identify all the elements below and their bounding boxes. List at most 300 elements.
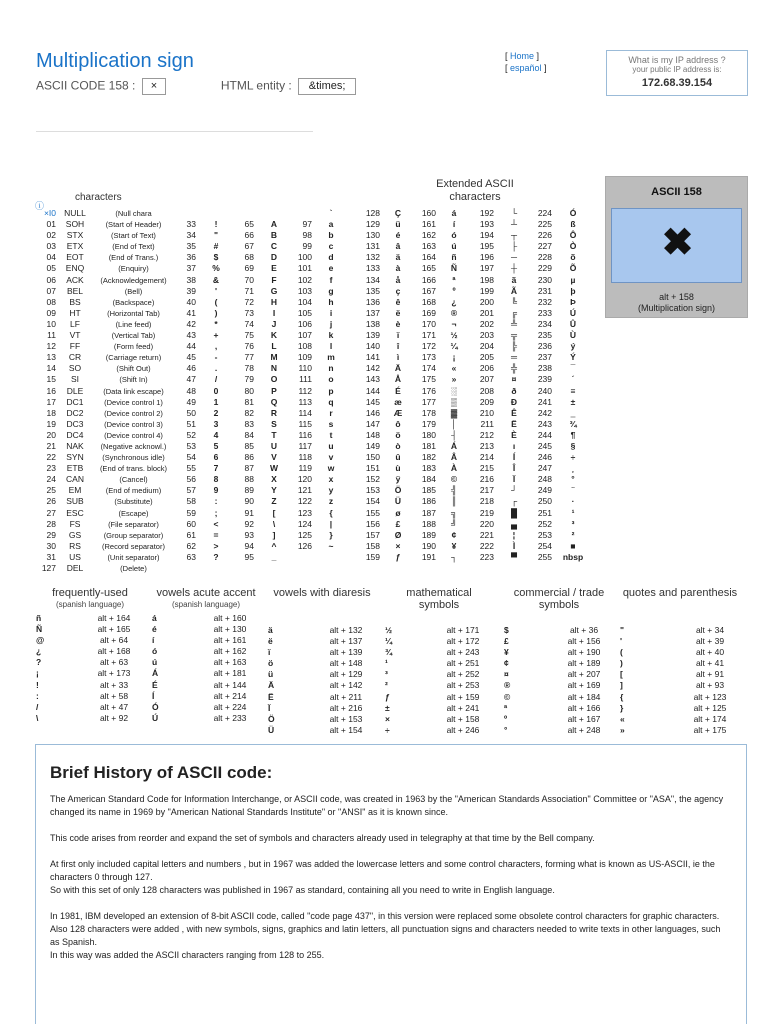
char-cell: § — [570, 440, 576, 451]
dec-cell: 121 — [297, 485, 312, 496]
dec-cell: 150 — [365, 452, 380, 463]
char-cell: ^ — [271, 540, 277, 551]
abbr-cell: SOH — [65, 219, 85, 230]
category-alt: alt + 164 — [97, 613, 131, 623]
char-cell: ┘ — [510, 485, 518, 496]
category-char: º — [504, 713, 508, 724]
dec-cell: 98 — [302, 230, 312, 241]
category-row — [504, 625, 614, 636]
dec-cell: 191 — [421, 551, 436, 562]
dec-cell: 233 — [537, 307, 552, 318]
page-title: Multiplication sign — [36, 50, 194, 72]
dec-cell: 189 — [421, 529, 436, 540]
category-char: ¡ — [36, 668, 39, 679]
dec-cell: 88 — [244, 474, 254, 485]
dec-cell: 255 — [537, 551, 552, 562]
dec-cell: 239 — [537, 374, 552, 385]
char-cell: Â — [450, 452, 458, 463]
category-char: ¢ — [504, 658, 509, 669]
category-alt: alt + 129 — [329, 669, 363, 680]
char-cell: │ — [451, 418, 457, 429]
dec-cell: 231 — [537, 285, 552, 296]
spanish-link[interactable]: español — [510, 63, 542, 73]
category-alt: alt + 148 — [329, 658, 363, 669]
dec-cell: 14 — [46, 363, 56, 374]
table-row — [360, 363, 590, 374]
char-cell: ] — [272, 529, 276, 540]
char-cell: m — [327, 352, 335, 363]
category-char: ï — [268, 647, 271, 658]
char-cell: ü — [395, 219, 401, 230]
dec-cell: 57 — [186, 485, 196, 496]
char-cell: ó — [451, 230, 457, 241]
dec-cell: 11 — [47, 330, 56, 341]
table-row — [360, 219, 590, 230]
dec-cell: 222 — [479, 540, 494, 551]
table-row — [360, 485, 590, 496]
char-cell: 2 — [213, 407, 219, 418]
char-cell: ¡ — [452, 352, 456, 363]
dec-cell: 22 — [46, 452, 56, 463]
dec-cell: 73 — [244, 307, 254, 318]
char-cell: ¸ — [571, 463, 575, 474]
char-cell: / — [214, 374, 218, 385]
dec-cell: 206 — [479, 363, 494, 374]
dec-cell: 176 — [421, 385, 436, 396]
char-cell: ¾ — [569, 418, 577, 429]
dec-cell: 130 — [365, 230, 380, 241]
char-cell: ┐ — [450, 551, 458, 562]
desc-cell: (Horizontal Tab) — [107, 308, 160, 318]
char-cell: ‗ — [570, 407, 576, 418]
dec-cell: 247 — [537, 463, 552, 474]
dec-cell: 36 — [186, 252, 196, 263]
dec-cell: 184 — [421, 474, 436, 485]
desc-cell: (Vertical Tab) — [111, 331, 156, 341]
char-cell: Y — [271, 485, 277, 496]
table-row — [36, 374, 176, 385]
code-line — [36, 78, 356, 95]
char-cell: l — [329, 341, 333, 352]
char-cell: Ð — [510, 396, 518, 407]
category-alt: alt + 144 — [213, 679, 247, 690]
dec-cell: 186 — [421, 496, 436, 507]
table-row — [36, 341, 176, 352]
dec-cell: 97 — [302, 219, 312, 230]
dec-cell: 179 — [421, 418, 436, 429]
abbr-cell: EM — [68, 485, 82, 496]
category-char: ÷ — [385, 724, 390, 735]
category-alt: alt + 211 — [329, 691, 363, 702]
dec-cell: 243 — [537, 418, 552, 429]
category-row — [504, 714, 614, 725]
html-entity-box[interactable]: &times; — [298, 78, 356, 95]
category-row — [385, 725, 493, 736]
table-row — [36, 230, 176, 241]
dec-cell: 173 — [421, 352, 436, 363]
category-char: ² — [385, 680, 388, 691]
abbr-cell: BEL — [66, 285, 84, 296]
char-cell: H — [270, 296, 278, 307]
char-cell: 0 — [213, 385, 219, 396]
char-cell: j — [329, 318, 333, 329]
dec-cell: 135 — [365, 285, 380, 296]
dec-cell: 114 — [298, 407, 312, 418]
char-cell: $ — [213, 252, 219, 263]
char-cell: v — [328, 452, 334, 463]
category-alt: alt + 161 — [213, 635, 247, 646]
table-row — [176, 463, 356, 474]
category-row — [620, 714, 740, 725]
desc-cell: (Line feed) — [115, 319, 152, 329]
category-alt: alt + 154 — [329, 724, 363, 735]
char-cell: ú — [451, 241, 457, 252]
home-link[interactable]: Home — [510, 51, 535, 61]
char-cell: J — [271, 318, 277, 329]
dec-cell: 147 — [365, 418, 380, 429]
char-cell: ¯ — [570, 363, 576, 374]
char-cell: ² — [571, 529, 575, 540]
char-cell: Ë — [511, 418, 517, 429]
char-cell: ░ — [450, 385, 458, 396]
category-row — [152, 702, 260, 713]
char-cell: ù — [395, 463, 401, 474]
dec-cell: 53 — [186, 440, 196, 451]
dec-cell: 15 — [46, 374, 56, 385]
dec-cell: 149 — [365, 440, 380, 451]
dec-cell: 250 — [537, 496, 552, 507]
dec-cell: 54 — [186, 452, 196, 463]
char-cell: w — [327, 463, 335, 474]
dec-cell: 229 — [537, 263, 552, 274]
table-row — [176, 441, 356, 452]
category-char: £ — [504, 636, 509, 647]
char-cell: ò — [395, 440, 401, 451]
category-char: á — [152, 613, 157, 623]
category-block — [504, 587, 614, 736]
table-row — [36, 275, 176, 286]
abbr-cell: DC3 — [66, 418, 84, 429]
history-body — [50, 793, 732, 962]
desc-cell: (Cancel) — [119, 475, 148, 485]
char-cell: ø — [395, 507, 401, 518]
dec-cell: 35 — [186, 241, 196, 252]
char-cell: i — [329, 307, 333, 318]
char-cell: ■ — [570, 540, 576, 551]
table-row — [176, 275, 356, 286]
dec-cell: 134 — [365, 274, 380, 285]
char-cell: ô — [395, 418, 401, 429]
dec-cell: 42 — [186, 318, 196, 329]
dec-cell: 196 — [479, 252, 494, 263]
table-row — [36, 408, 176, 419]
dec-cell: 41 — [186, 307, 196, 318]
char-cell: ≡ — [570, 385, 576, 396]
dec-cell: 175 — [421, 374, 436, 385]
table-row — [360, 386, 590, 397]
char-cell: ╬ — [510, 363, 518, 374]
category-alt: alt + 156 — [567, 636, 601, 647]
char-cell: ¢ — [451, 529, 457, 540]
dec-cell: 40 — [186, 296, 196, 307]
char-cell: ▀ — [510, 551, 518, 562]
char-cell: ~ — [328, 540, 334, 551]
category-alt: alt + 248 — [567, 724, 601, 735]
char-cell: █ — [510, 507, 518, 518]
char-cell: r — [329, 407, 333, 418]
table-row — [36, 552, 176, 563]
dec-cell: 216 — [479, 474, 494, 485]
table-row — [360, 419, 590, 430]
dec-cell: 13 — [46, 352, 56, 363]
control-chars-heading: characters — [75, 192, 122, 203]
category-alt: alt + 64 — [99, 635, 129, 646]
table-row — [360, 530, 590, 541]
dec-cell: 56 — [186, 474, 196, 485]
abbr-cell: SI — [70, 374, 80, 385]
dec-cell: 16 — [46, 385, 56, 396]
dec-cell: 37 — [186, 263, 196, 274]
dec-cell: 195 — [479, 241, 494, 252]
ip-address-box[interactable] — [606, 50, 748, 96]
dec-cell: 166 — [421, 274, 436, 285]
category-char: ? — [36, 657, 42, 668]
desc-cell: (Delete) — [120, 564, 147, 573]
abbr-cell: ENQ — [65, 263, 85, 274]
char-cell: # — [213, 241, 219, 252]
dec-cell: 188 — [421, 518, 436, 529]
abbr-cell: GS — [68, 529, 82, 540]
category-row — [504, 647, 614, 658]
multiplication-icon: ✖ — [661, 222, 694, 264]
table-row — [360, 463, 590, 474]
dec-cell: 169 — [421, 307, 436, 318]
dec-cell: 219 — [479, 507, 494, 518]
category-alt: alt + 166 — [567, 702, 601, 713]
category-row — [152, 680, 260, 691]
dec-cell: 39 — [186, 285, 196, 296]
char-cell: Z — [271, 496, 277, 507]
desc-cell: (Backspace) — [112, 297, 155, 307]
char-cell: % — [212, 263, 220, 274]
category-row — [36, 713, 144, 724]
category-char: É — [152, 679, 158, 690]
char-cell: 8 — [213, 474, 219, 485]
category-row — [620, 647, 740, 658]
dec-cell: 113 — [298, 396, 312, 407]
char-cell: ` — [329, 208, 333, 218]
category-char: { — [620, 691, 624, 702]
table-row — [360, 352, 590, 363]
abbr-cell: DLE — [66, 385, 84, 396]
dec-cell: 124 — [297, 518, 312, 529]
char-cell: ³ — [571, 518, 575, 529]
abbr-cell: BS — [69, 296, 81, 307]
category-char: Ü — [268, 724, 275, 735]
char-cell: ë — [395, 307, 401, 318]
category-char: : — [36, 690, 39, 701]
dec-cell: 174 — [421, 363, 436, 374]
dec-cell: 03 — [46, 241, 56, 252]
category-heading: vowels with diaresis — [273, 587, 371, 599]
dec-cell: 09 — [46, 307, 56, 318]
char-cell: Î — [512, 463, 516, 474]
category-block — [385, 587, 493, 736]
category-row — [36, 657, 144, 668]
dec-cell: 152 — [365, 474, 380, 485]
table-row — [36, 352, 176, 363]
char-cell: ╠ — [510, 341, 518, 352]
category-row — [620, 658, 740, 669]
ascii-char-box[interactable]: × — [142, 78, 166, 95]
category-row — [36, 646, 144, 657]
dec-cell: 167 — [421, 285, 436, 296]
dec-cell: 251 — [537, 507, 552, 518]
char-cell: p — [328, 385, 334, 396]
category-alt: alt + 160 — [213, 613, 247, 623]
char-cell: õ — [570, 252, 576, 263]
category-char: Ö — [268, 713, 275, 724]
char-cell: æ — [394, 396, 402, 407]
category-alt: alt + 125 — [693, 702, 727, 713]
char-cell: o — [328, 374, 334, 385]
char-cell: Þ — [570, 296, 576, 307]
category-row — [385, 658, 493, 669]
dec-cell: 240 — [537, 385, 552, 396]
dec-cell: 230 — [537, 274, 552, 285]
category-char: ú — [152, 657, 158, 668]
dec-cell: 86 — [244, 452, 254, 463]
category-char: ¾ — [385, 647, 393, 658]
ascii-code-label: ASCII CODE 158 : — [36, 78, 136, 93]
dec-cell: 109 — [297, 352, 312, 363]
desc-cell: (Form feed) — [113, 342, 154, 352]
char-cell: ¹ — [571, 507, 575, 518]
category-alt: alt + 39 — [695, 636, 725, 647]
table-row — [176, 219, 356, 230]
char-cell: ê — [395, 296, 401, 307]
info-icon[interactable]: ⓘ — [35, 201, 45, 211]
table-row — [176, 430, 356, 441]
char-cell: k — [328, 330, 334, 341]
category-row — [504, 680, 614, 691]
category-char: ü — [268, 669, 274, 680]
table-row — [36, 530, 176, 541]
category-row — [152, 646, 260, 657]
table-row — [36, 463, 176, 474]
char-cell: Å — [394, 374, 402, 385]
dec-cell: 104 — [297, 296, 312, 307]
desc-cell: (Device control 2) — [104, 408, 163, 418]
history-title: Brief History of ASCII code: — [50, 763, 273, 782]
table-row — [36, 219, 176, 230]
category-subheading — [620, 611, 740, 625]
table-row — [176, 452, 356, 463]
table-row — [36, 319, 176, 330]
char-cell: ▒ — [450, 396, 458, 407]
abbr-cell: ETB — [66, 463, 84, 474]
category-row — [268, 625, 376, 636]
char-cell: g — [328, 285, 334, 296]
desc-cell: (Acknowledgement) — [100, 275, 167, 285]
char-cell: Ã — [510, 285, 518, 296]
category-heading: quotes and parenthesis — [622, 587, 738, 599]
category-char: í — [152, 635, 155, 646]
category-row — [385, 680, 493, 691]
category-char: ) — [620, 658, 623, 669]
char-cell: Ê — [511, 407, 517, 418]
extended-ascii-heading: Extended ASCII characters — [436, 178, 514, 203]
desc-cell: (Bell) — [124, 286, 143, 296]
char-cell: Ì — [512, 540, 516, 551]
dec-cell: 162 — [421, 230, 436, 241]
category-row — [36, 668, 144, 679]
dec-cell: 157 — [365, 529, 380, 540]
desc-cell: (File separator) — [108, 519, 159, 529]
dec-cell: 52 — [186, 429, 196, 440]
char-cell: Ø — [394, 529, 402, 540]
category-char: × — [385, 713, 390, 724]
char-cell: × — [395, 540, 401, 551]
char-name: (Multiplication sign) — [637, 303, 716, 313]
category-row — [268, 692, 376, 703]
category-row — [504, 669, 614, 680]
char-cell: ╚ — [510, 296, 518, 307]
char-cell: 6 — [213, 452, 219, 463]
dec-cell: 244 — [537, 429, 552, 440]
category-row — [385, 669, 493, 680]
dec-cell: 203 — [479, 330, 494, 341]
table-row — [360, 330, 590, 341]
char-cell: ð — [511, 385, 517, 396]
abbr-cell: DEL — [66, 563, 84, 573]
dec-cell: 45 — [186, 352, 196, 363]
char-cell: î — [396, 341, 400, 352]
category-alt: alt + 216 — [329, 702, 363, 713]
char-cell: Õ — [569, 263, 577, 274]
dec-cell: 81 — [244, 396, 254, 407]
abbr-cell: SUB — [66, 496, 84, 507]
dec-cell: 190 — [421, 540, 436, 551]
dec-cell: 20 — [46, 429, 56, 440]
char-cell: V — [271, 452, 277, 463]
dec-cell: 165 — [421, 263, 436, 274]
char-cell: ┬ — [510, 230, 518, 241]
dec-cell: 168 — [421, 296, 436, 307]
char-cell: Ó — [569, 208, 577, 218]
ascii-panel-alt — [606, 292, 747, 314]
dec-cell: 129 — [365, 219, 380, 230]
dec-cell: 17 — [46, 396, 56, 407]
dec-cell: 58 — [186, 496, 196, 507]
category-alt: alt + 159 — [446, 691, 480, 702]
category-alt: alt + 171 — [446, 625, 480, 635]
dec-cell: 02 — [46, 230, 56, 241]
char-cell: è — [395, 318, 401, 329]
dec-cell: 249 — [537, 485, 552, 496]
category-alt: alt + 153 — [329, 713, 363, 724]
dec-cell: 180 — [421, 429, 436, 440]
category-char: Ó — [152, 701, 159, 712]
dec-cell: 120 — [297, 474, 312, 485]
category-row — [36, 635, 144, 646]
table-row — [360, 552, 590, 563]
category-alt: alt + 139 — [329, 647, 363, 658]
char-cell: I — [272, 307, 276, 318]
dec-cell: 102 — [297, 274, 312, 285]
dec-cell: 187 — [421, 507, 436, 518]
char-cell: â — [395, 241, 401, 252]
